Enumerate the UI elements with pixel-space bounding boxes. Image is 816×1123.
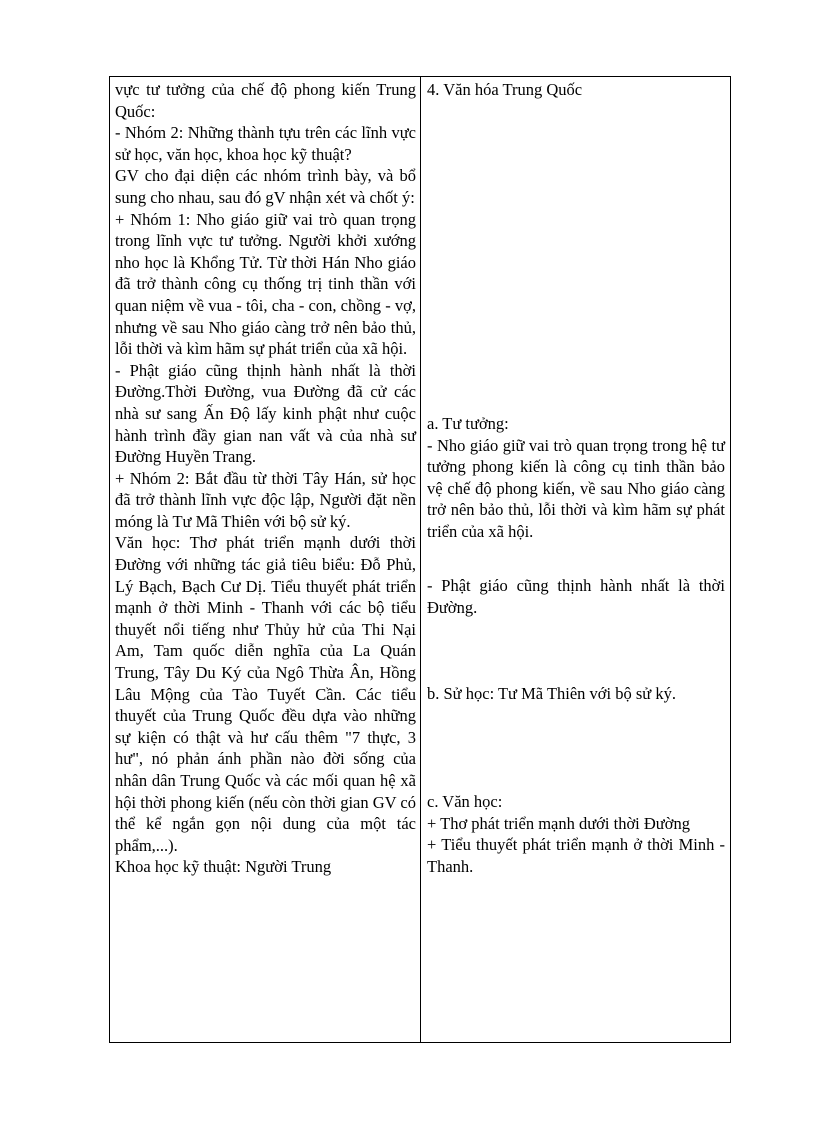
van-hoc-line-2: + Tiểu thuyết phát triển mạnh ở thời Minh - Thanh. (427, 835, 725, 876)
left-paragraph-7: Văn học: Thơ phát triển mạnh dưới thời Đường với những tác giả tiêu biểu: Đỗ Phủ, Lý Bạch, Bạch Cư Dị. Tiểu thuyết phát triển mạnh ở thời Minh - Thanh với các bộ tiểu thuyết nổi tiếng như Thủy hử của Thi Nại Am, Tam quốc diễn nghĩa của La Quán Trung, Tây Du Ký của Ngô Thừa Ân, Hồng Lâu Mộng của Tào Tuyết Cần. Các tiểu thuyết của Trung Quốc đều dựa vào những sự kiện có thật và hư cấu thêm "7 thực, 3 hư", nó phản ánh phần nào đời sống của nhân dân Trung Quốc và các mối quan hệ xã hội thời phong kiến (nếu còn thời gian GV có thể kể ngắn gọn nội dung của một tác phẩm,...). (115, 533, 416, 855)
van-hoc-line-1: + Thơ phát triển mạnh dưới thời Đường (427, 813, 690, 833)
left-paragraph-1: vực tư tưởng của chế độ phong kiến Trung Quốc: (115, 80, 416, 121)
tu-tuong-heading: a. Tư tưởng: (427, 414, 509, 433)
left-paragraph-3: GV cho đại diện các nhóm trình bày, và bổ sung cho nhau, sau đó gV nhận xét và chốt ý: (115, 166, 416, 207)
tu-tuong-block (427, 413, 725, 543)
su-hoc-text: b. Sử học: Tư Mã Thiên với bộ sử ký. (427, 684, 676, 703)
van-hoc-block (427, 791, 725, 877)
left-paragraph-8: Khoa học kỹ thuật: Người Trung (115, 857, 332, 877)
phat-giao-text: - Phật giáo cũng thịnh hành nhất là thời Đường. (427, 576, 725, 617)
left-paragraph-5: - Phật giáo cũng thịnh hành nhất là thời Đường.Thời Đường, vua Đường đã cử các nhà sư sang Ấn Độ lấy kinh phật như cuộc hành trình đầy gian nan vất và của nhà sư Đường Huyền Trang. (115, 360, 416, 467)
section-title: 4. Văn hóa Trung Quốc (427, 80, 583, 99)
teacher-activity-column (110, 77, 421, 1042)
van-hoc-heading: c. Văn học: (427, 792, 503, 811)
left-paragraph-4: + Nhóm 1: Nho giáo giữ vai trò quan trọng trong lĩnh vực tư tưởng. Người khởi xướng nho học là Khổng Tử. Từ thời Hán Nho giáo đã trở thành công cụ thống trị tinh thần với quan niệm về vua - tôi, cha - con, chồng - vợ, nhưng về sau Nho giáo càng trở nên bảo thủ, lỗi thời và kìm hãm sự phát triển của xã hội. (115, 209, 416, 359)
lesson-table (109, 76, 731, 1043)
tu-tuong-text: - Nho giáo giữ vai trò quan trọng trong hệ tư tưởng phong kiến là công cụ tinh thần bảo vệ chế độ phong kiến, về sau Nho giáo càng trở nên bảo thủ, lỗi thời và kìm hãm sự phát triển của xã hội. (427, 435, 725, 541)
content-column (421, 77, 730, 1042)
left-paragraph-2: - Nhóm 2: Những thành tựu trên các lĩnh vực sử học, văn học, khoa học kỹ thuật? (115, 123, 416, 164)
left-paragraph-6: + Nhóm 2: Bắt đầu từ thời Tây Hán, sử học đã trở thành lĩnh vực độc lập, Người đặt nền móng là Tư Mã Thiên với bộ sử ký. (115, 468, 416, 531)
